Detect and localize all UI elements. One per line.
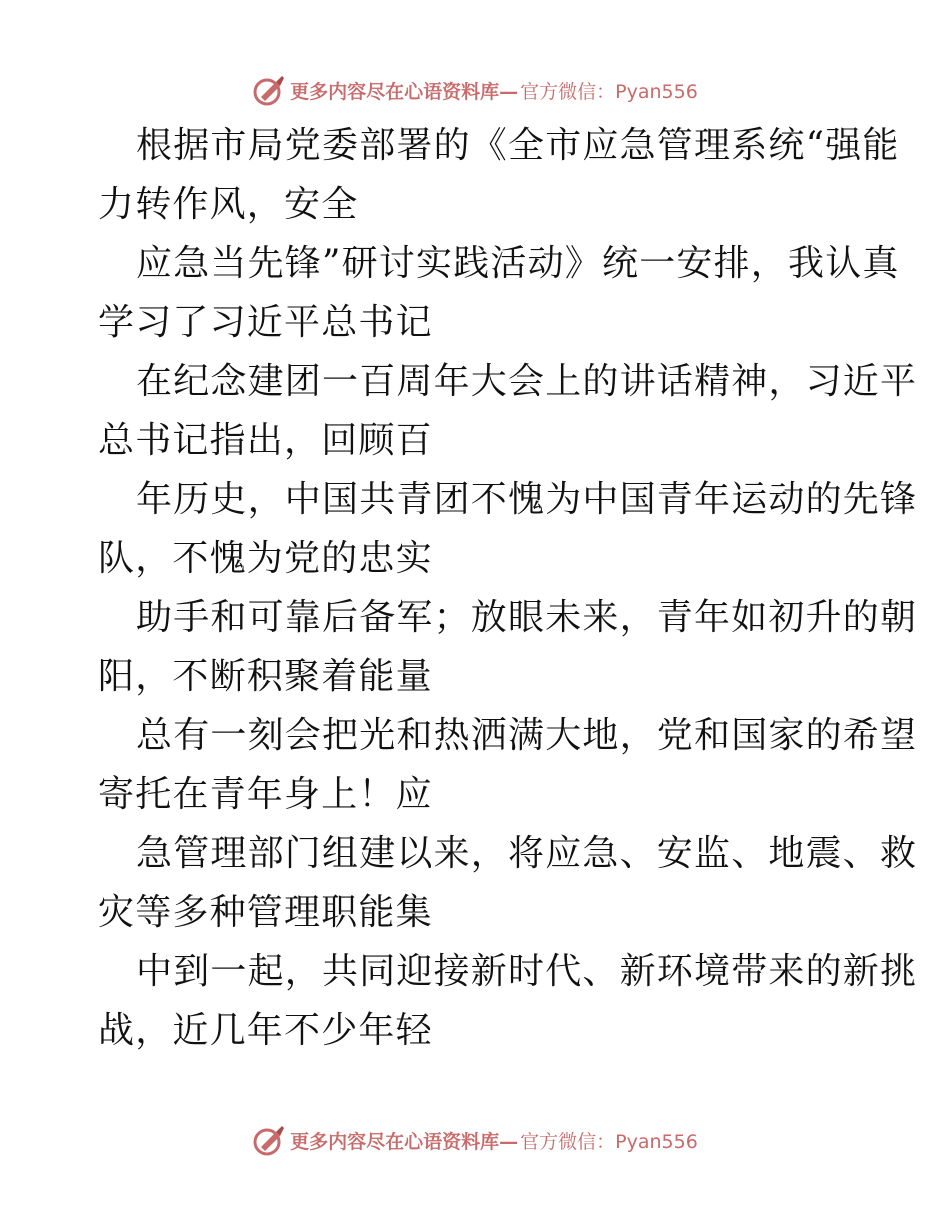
text-line: 灾等多种管理职能集 [98, 892, 433, 933]
header-banner [0, 70, 950, 110]
text-line: 总有一刻会把光和热洒满大地，党和国家的希望 [136, 715, 918, 756]
text-line: 战，近几年不少年轻 [98, 1010, 433, 1051]
text-line: 寄托在青年身上！应 [98, 774, 433, 815]
pen-logo-icon [252, 73, 286, 107]
paragraph [98, 234, 900, 352]
text-line: 根据市局党委部署的《全市应急管理系统“强能 [136, 125, 900, 166]
document-body [98, 116, 918, 1060]
text-line: 应急当先锋”研讨实践活动》统一安排，我认真 [136, 243, 900, 284]
paragraph [98, 942, 918, 1060]
footer-banner-text: 更多内容尽在心语资料库— [290, 1130, 519, 1153]
paragraph [98, 116, 900, 234]
paragraph [98, 824, 918, 942]
header-banner-wechat: 官方微信：Pyan556 [520, 80, 698, 103]
paragraph [98, 588, 918, 706]
paragraph [98, 352, 918, 470]
text-line: 学习了习近平总书记 [98, 302, 433, 343]
footer-banner-wechat: 官方微信：Pyan556 [520, 1130, 698, 1153]
text-line: 总书记指出，回顾百 [98, 420, 433, 461]
footer-banner [0, 1120, 950, 1160]
text-line: 中到一起，共同迎接新时代、新环境带来的新挑 [136, 951, 918, 992]
text-line: 助手和可靠后备军；放眼未来，青年如初升的朝 [136, 597, 918, 638]
text-line: 年历史，中国共青团不愧为中国青年运动的先锋 [136, 479, 918, 520]
text-line: 力转作风，安全 [98, 184, 359, 225]
header-banner-text: 更多内容尽在心语资料库— [290, 80, 519, 103]
paragraph [98, 706, 918, 824]
text-line: 阳，不断积聚着能量 [98, 656, 433, 697]
paragraph [98, 470, 918, 588]
text-line: 队，不愧为党的忠实 [98, 538, 433, 579]
text-line: 在纪念建团一百周年大会上的讲话精神，习近平 [136, 361, 918, 402]
pen-logo-icon [252, 1123, 286, 1157]
text-line: 急管理部门组建以来，将应急、安监、地震、救 [136, 833, 918, 874]
